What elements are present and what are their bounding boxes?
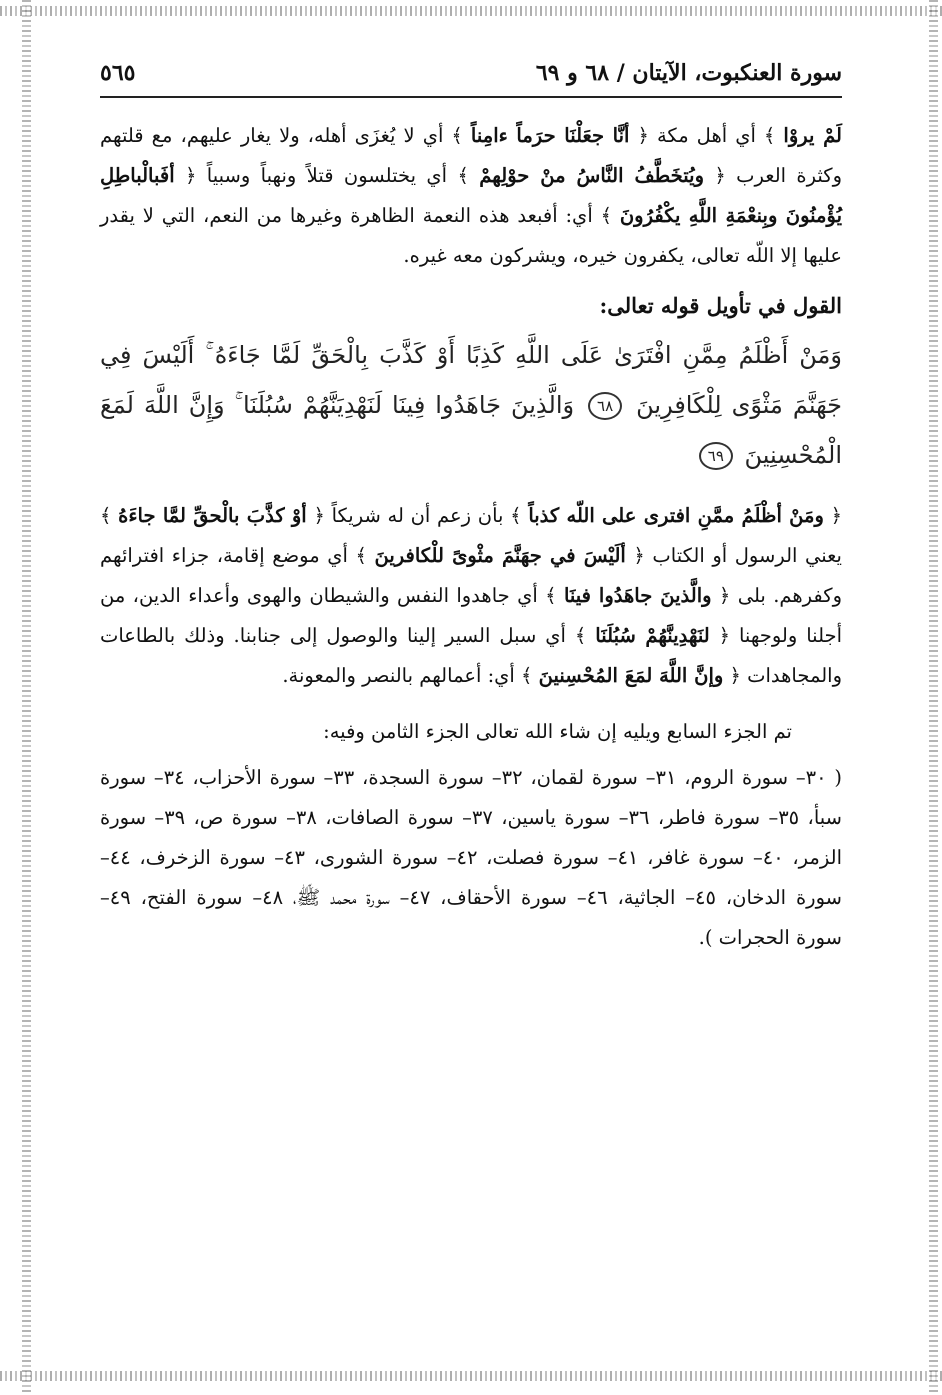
commentary-paragraph-2: ﴿ ومَنْ أظْلَمُ ممَّنِ افترى على اللّه كذباً ﴾ بأن زعم أن له شريكاً ﴿ أوْ كذَّبَ بالْحقِّ لمَّا جاءَهُ ﴾ يعني الرسول أو الكتاب ﴿ ألَيْسَ في جهَنَّمَ مثْوىً للْكافرينَ ﴾ أي موضع إقامة، جزاء افترائهم وكفرهم. بلى ﴿ والَّذينَ جاهَدُوا فينَا ﴾ أي جاهدوا النفس والشيطان والهوى وأعداء الدين، من أجلنا ولوجهنا ﴿ لنَهْدِينَّهُمْ سُبُلَنَا ﴾ أي سبل السير إلينا والوصول إلى جنابنا. وذلك بالطاعات والمجاهدات ﴿ وإنَّ اللَّهَ لمَعَ المُحْسِنينَ ﴾ أي: أعمالهم بالنصر والمعونة. [100, 504, 843, 687]
quran-quote: ويُتخَطَّفُ النَّاسُ منْ حوْلِهمْ [479, 164, 704, 187]
commentary-text: ﴾ أي: أعمالهم بالنصر والمعونة. [282, 664, 539, 687]
commentary-text: ﴾ يعني الرسول أو الكتاب ﴿ [100, 504, 842, 567]
quran-quote: أفَبالْباطِلِ يُؤْمنُونَ وبِنعْمَةِ اللَّهِ يكْفُرُونَ [100, 164, 843, 227]
commentary-text: ﴾ أي موضع إقامة، جزاء افترائهم وكفرهم. بلى ﴿ [100, 544, 842, 607]
next-volume-contents: ( ٣٠– سورة الروم، ٣١– سورة لقمان، ٣٢– سورة السجدة، ٣٣– سورة الأحزاب، ٣٤– سورة سبأ، ٣٥– سورة فاطر، ٣٦– سورة ياسين، ٣٧– سورة الصافات، ٣٨– سورة ص، ٣٩– سورة الزمر، ٤٠– سورة غافر، ٤١– سورة فصلت، ٤٢– سورة الشورى، ٤٣– سورة الزخرف، ٤٤– سورة الدخان، ٤٥– الجاثية، ٤٦– سورة الأحقاف، ٤٧– سورة محمد ﷺ، ٤٨– سورة الفتح، ٤٩– سورة الحجرات ). [100, 766, 843, 949]
verse-text-68: وَمَنْ أَظْلَمُ مِمَّنِ افْتَرَىٰ عَلَى اللَّهِ كَذِبًا أَوْ كَذَّبَ بِالْحَقِّ لَمَّا جَاءَهُ ۚ أَلَيْسَ فِي جَهَنَّمَ مَثْوًى لِلْكَافِرِينَ [100, 341, 843, 419]
verse-text-69: وَالَّذِينَ جَاهَدُوا فِينَا لَنَهْدِيَنَّهُمْ سُبُلَنَا ۚ وَإِنَّ اللَّهَ لَمَعَ الْمُحْسِنِينَ [100, 391, 842, 469]
quran-quote: أوْ كذَّبَ بالْحقِّ لمَّا جاءَهُ [118, 504, 307, 527]
page-content [100, 60, 842, 958]
quran-verse-block [100, 330, 842, 480]
commentary-text: ﴾ بأن زعم أن له شريكاً ﴿ [306, 504, 529, 527]
section-heading: القول في تأويل قوله تعالى: [599, 293, 842, 318]
ornamental-border-right [929, 0, 938, 1395]
quran-quote: أنَّا جعَلْنَا حرَماً ءامِناً [470, 124, 630, 147]
ornamental-border-top [0, 6, 942, 16]
ornamental-border-left [22, 0, 31, 1395]
running-title: سورة العنكبوت، الآيتان / ٦٨ و ٦٩ [535, 60, 842, 86]
quran-quote: وإنَّ اللَّهَ لمَعَ المُحْسِنينَ [538, 664, 724, 687]
page-header [100, 60, 842, 98]
commentary-text: ﴾ أي: أفبعد هذه النعمة الظاهرة وغيرها من النعم، التي لا يقدر عليها إلا اللّه تعالى، يكفرون خيره، ويشركون معه غيره. [100, 204, 842, 267]
commentary-text: ﴾ أي يختلسون قتلاً ونهباً وسبياً ﴿ [174, 164, 480, 187]
commentary-paragraph-1 [100, 116, 842, 276]
commentary-text: ﴾ أي أهل مكة ﴿ [629, 124, 784, 147]
page-number: ٥٦٥ [100, 60, 136, 86]
commentary-text: ﴾ أي لا يُغزَى أهله، ولا يغار عليهم، مع قلتهم وكثرة العرب ﴿ [100, 124, 842, 187]
quran-quote: ألَيْسَ في جهَنَّمَ مثْوىً للْكافرينَ [374, 544, 626, 567]
quran-quote: لنَهْدِينَّهُمْ سُبُلَنَا [595, 624, 710, 647]
ayah-number-69: ٦٩ [699, 442, 733, 470]
quran-quote: ومَنْ أظْلَمُ ممَّنِ افترى على اللّه كذباً [528, 504, 824, 527]
commentary-text: ﴾ أي سبل السير إلينا والوصول إلى جنابنا. وذلك بالطاعات والمجاهدات ﴿ [100, 624, 842, 687]
quran-quote: لَمْ يروْا [783, 124, 843, 147]
quran-quote: والَّذينَ جاهَدُوا فينَا [563, 584, 712, 607]
ornamental-border-bottom [0, 1371, 942, 1381]
ayah-number-68: ٦٨ [588, 392, 622, 420]
commentary-text: ﴾ أي جاهدوا النفس والشيطان والهوى وأعداء الدين، من أجلنا ولوجهنا ﴿ [100, 584, 842, 647]
volume-closing-note: تم الجزء السابع ويليه إن شاء الله تعالى الجزء الثامن وفيه: [323, 720, 792, 743]
